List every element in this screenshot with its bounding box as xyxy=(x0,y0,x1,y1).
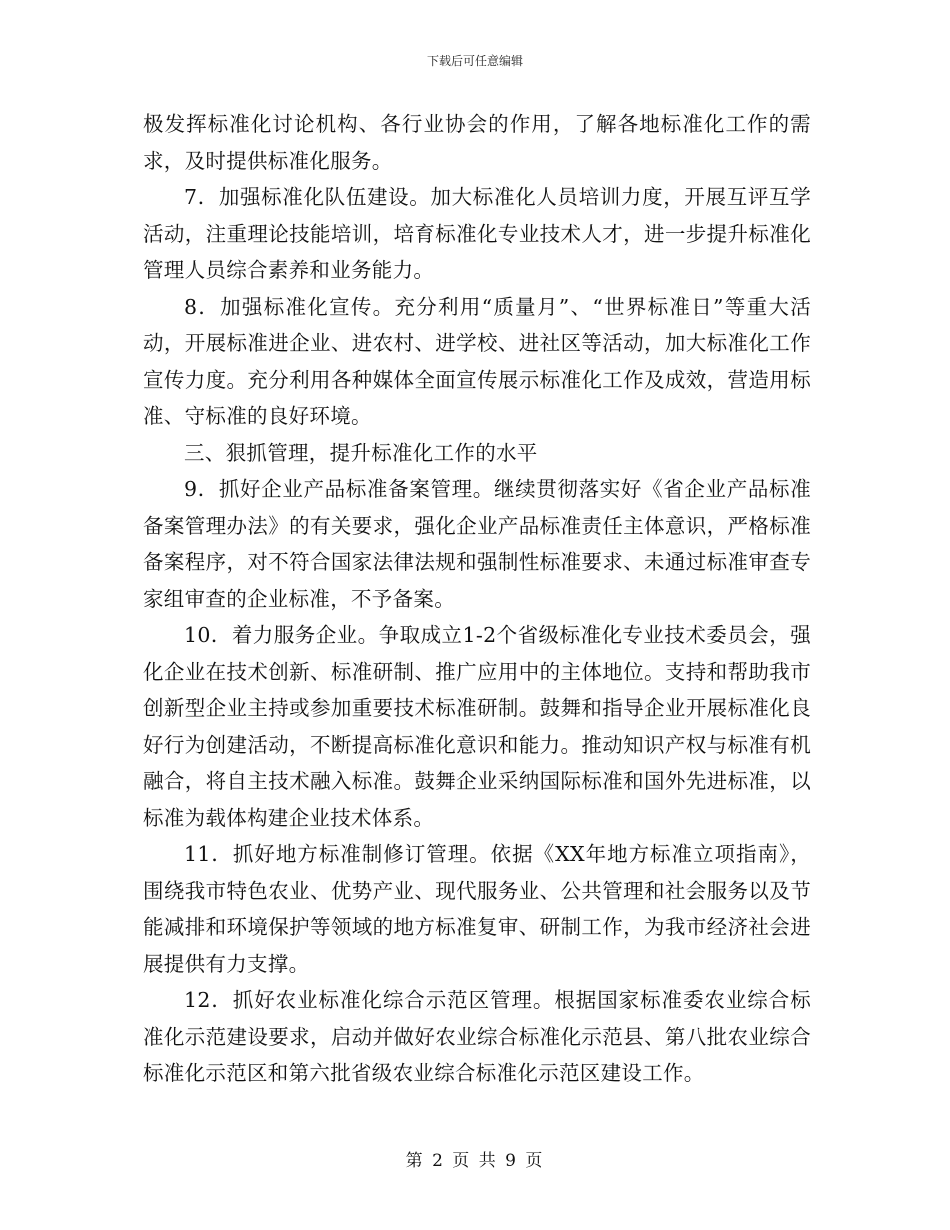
page-footer: 第 2 页 共 9 页 xyxy=(405,1151,545,1171)
document-body xyxy=(143,106,811,1092)
paragraph-item-8: 8．加强标准化宣传。充分利用“质量月”、“世界标准日”等重大活动，开展标准进企业、进农村、进学校、进社区等活动，加大标准化工作宣传力度。充分利用各种媒体全面宣传展示标准化工作及成效，营造用标准、守标准的良好环境。 xyxy=(143,294,811,428)
page-header: 下载后可任意编辑 xyxy=(426,54,523,68)
section-heading-3: 三、狠抓管理，提升标准化工作的水平 xyxy=(184,440,538,465)
paragraph-continuation: 极发挥标准化讨论机构、各行业协会的作用，了解各地标准化工作的需求，及时提供标准化服务。 xyxy=(143,112,811,173)
paragraph-item-9: 9．抓好企业产品标准备案管理。继续贯彻落实好《省企业产品标准备案管理办法》的有关要求，强化企业产品标准责任主体意识，严格标准备案程序，对不符合国家法律法规和强制性标准要求、未通过标准审查专家组审查的企业标准，不予备案。 xyxy=(143,477,811,611)
paragraph-item-12: 12．抓好农业标准化综合示范区管理。根据国家标准委农业综合标准化示范建设要求，启动并做好农业综合标准化示范县、第八批农业综合标准化示范区和第六批省级农业综合标准化示范区建设工作。 xyxy=(143,988,811,1085)
paragraph-item-7: 7．加强标准化队伍建设。加大标准化人员培训力度，开展互评互学活动，注重理论技能培训，培育标准化专业技术人才，进一步提升标准化管理人员综合素养和业务能力。 xyxy=(143,185,811,282)
paragraph-item-11: 11．抓好地方标准制修订管理。依据《XX年地方标准立项指南》，围绕我市特色农业、优势产业、现代服务业、公共管理和社会服务以及节能减排和环境保护等领域的地方标准复审、研制工作，为我市经济社会进展提供有力支撑。 xyxy=(143,842,811,976)
paragraph-item-10: 10．着力服务企业。争取成立1-2个省级标准化专业技术委员会，强化企业在技术创新、标准研制、推广应用中的主体地位。支持和帮助我市创新型企业主持或参加重要技术标准研制。鼓舞和指导企业开展标准化良好行为创建活动，不断提高标准化意识和能力。推动知识产权与标准有机融合，将自主技术融入标准。鼓舞企业采纳国际标准和国外先进标准，以标准为载体构建企业技术体系。 xyxy=(143,623,811,830)
